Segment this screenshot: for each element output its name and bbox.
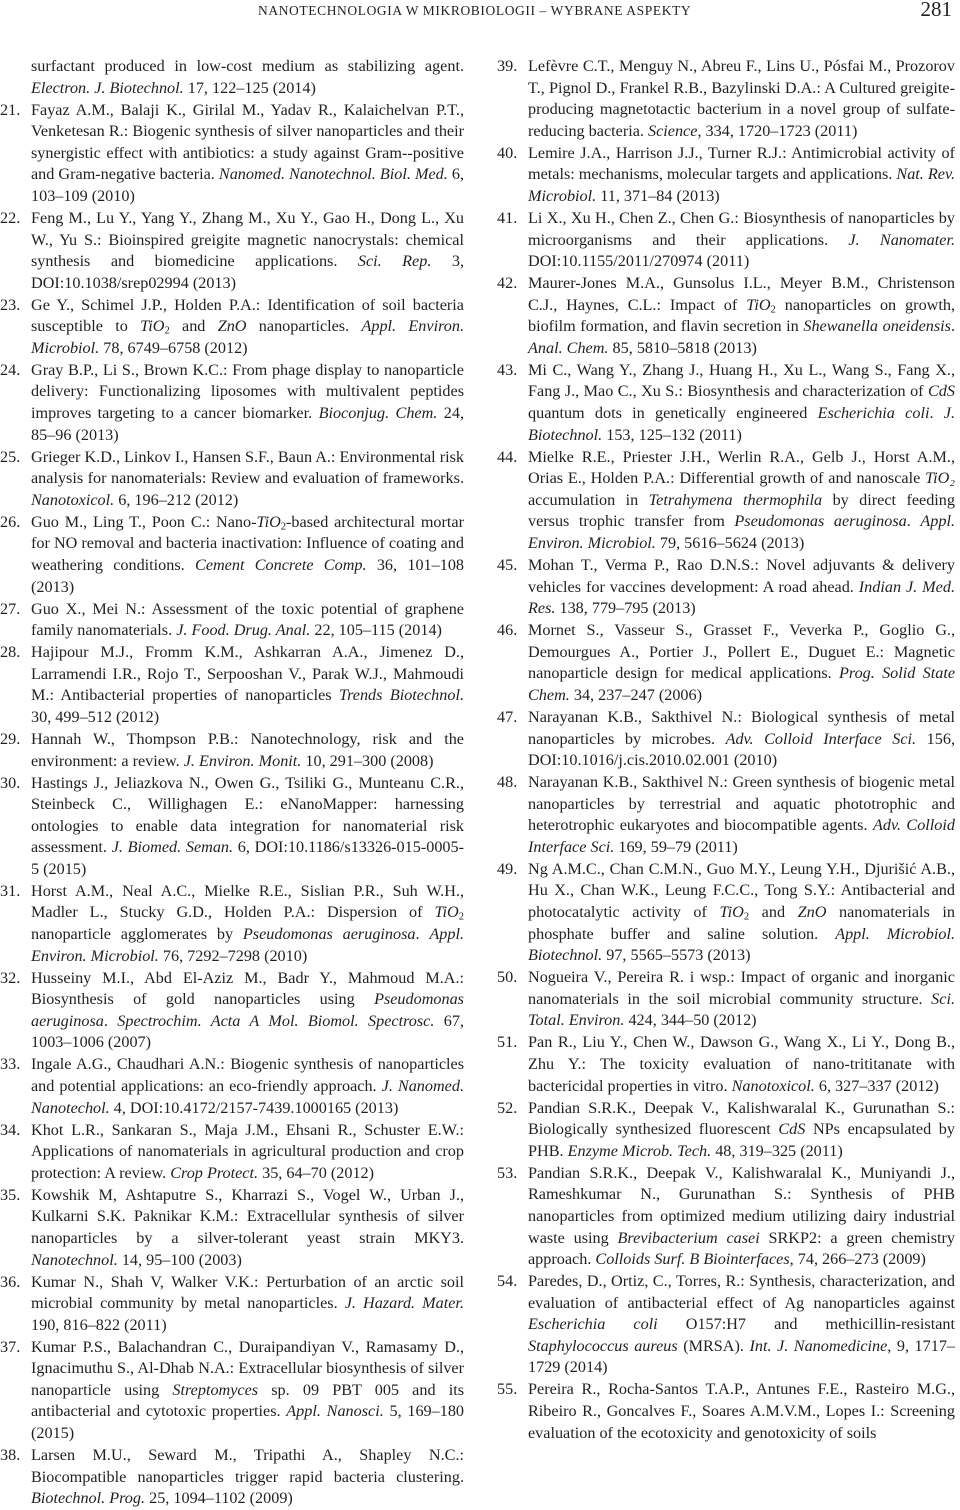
- text-segment: Larsen M.U., Seward M., Tripathi A., Shapley N.C.: Biocompatible nanoparticles trigger rapid bacteria clustering.: [31, 1446, 464, 1486]
- italic-text: Nanotoxicol.: [731, 1076, 815, 1095]
- text-segment: quantum dots in genetically engineered: [528, 404, 818, 423]
- text-segment: Hajipour M.J., Fromm K.M., Ashkarran A.A., Jimenez D., Larramendi I.R., Rojo T., Serpooshan V., Parak W.J., Mahmoudi M.: Antibacterial properties of nanoparticles: [31, 643, 464, 705]
- italic-text: Sci. Total. Environ.: [528, 989, 955, 1030]
- reference-text: [31, 512, 464, 598]
- reference-number: 23.: [0, 295, 21, 314]
- reference-item: [497, 1379, 955, 1444]
- reference-number: 48.: [497, 773, 518, 792]
- reference-text: [31, 100, 464, 208]
- reference-number: 47.: [497, 707, 518, 726]
- reference-text: [528, 1163, 955, 1271]
- italic-text: J. Hazard. Mater.: [344, 1294, 464, 1313]
- italic-text: Bioconjug. Chem.: [318, 404, 438, 423]
- text-segment: Feng M., Lu Y., Yang Y., Zhang M., Xu Y., Gao H., Dong L., Xu W., Yu S.: Bioinspired greigite magnetic nanocrystals: chemical synthesis and biomedicine applications.: [31, 208, 464, 271]
- text-segment: Mornet S., Vasseur S., Grasset F., Veverka P., Goglio G., Demourgues A., Portier J., Pollert E., Duguet E.: Magnetic nanoparticle design for medical applications.: [528, 621, 955, 683]
- reference-number: 31.: [0, 881, 21, 900]
- reference-text: [31, 295, 464, 360]
- text-segment: .: [415, 925, 430, 944]
- reference-item: [0, 208, 464, 294]
- reference-item: [497, 859, 955, 967]
- subscript: 2: [770, 304, 776, 316]
- subscript: 2: [164, 325, 170, 337]
- italic-text: J. Food. Drug. Anal.: [176, 621, 311, 640]
- text-segment: 6, DOI:10.1186/s13326-015-0005-5 (2015): [31, 838, 464, 878]
- text-segment: DOI:10.1155/2011/270974 (2011): [528, 252, 750, 271]
- text-segment: , 9, 1717–1729 (2014): [528, 1336, 956, 1377]
- text-segment: .: [950, 317, 955, 336]
- reference-text: [31, 1054, 464, 1119]
- reference-item: [497, 208, 955, 273]
- reference-text: [31, 968, 464, 1054]
- text-segment: 48, 319–325 (2011): [711, 1141, 843, 1160]
- reference-item: [0, 360, 464, 446]
- italic-text: Trends Biotechnol.: [338, 686, 465, 705]
- reference-item: [497, 555, 955, 620]
- reference-text: [528, 620, 955, 706]
- reference-number: 54.: [497, 1272, 518, 1291]
- text-segment: 97, 5565–5573 (2013): [602, 946, 751, 965]
- reference-text: [31, 1185, 464, 1271]
- italic-text: Nat. Rev. Microbiol.: [528, 165, 955, 205]
- text-segment: by direct feeding versus trophic transfer from: [528, 490, 955, 531]
- reference-number: 33.: [0, 1055, 21, 1074]
- text-segment: nanomaterials in phosphate buffer and saline solution.: [528, 903, 956, 943]
- page-number: 281: [920, 0, 952, 21]
- italic-text: Crop Protect.: [170, 1163, 259, 1182]
- italic-text: Pseudomonas aeruginosa: [242, 925, 416, 944]
- reference-item: [497, 360, 955, 446]
- references-left-column: [0, 56, 464, 1510]
- reference-text: [31, 881, 464, 967]
- italic-text: J. Nanomater.: [848, 230, 956, 249]
- italic-text: Escherichia coli: [528, 1315, 658, 1334]
- reference-number: 43.: [497, 360, 518, 379]
- text-segment: 17, 122–125 (2014): [183, 78, 316, 97]
- text-segment: 85, 5810–5818 (2013): [608, 338, 757, 357]
- text-segment: 25, 1094–1102 (2009): [145, 1489, 293, 1508]
- italic-text: Staphylococcus aureus: [528, 1336, 678, 1355]
- reference-item: [0, 1445, 464, 1510]
- reference-item: [0, 100, 464, 208]
- reference-text: [528, 967, 955, 1032]
- italic-text: Science: [648, 121, 698, 140]
- reference-item: [0, 295, 464, 360]
- subscript: 2: [743, 911, 750, 923]
- italic-text: Spectrochim. Acta A Mol. Biomol. Spectrosc.: [117, 1011, 435, 1030]
- reference-text: [31, 729, 464, 772]
- text-segment: Guo M., Ling T., Poon C.: Nano-: [31, 512, 257, 531]
- reference-number: 50.: [497, 968, 518, 987]
- reference-item: [497, 772, 955, 858]
- text-segment: Mohan T., Verma P., Rao D.N.S.: Novel adjuvants & delivery vehicles for vaccines development: A road ahead.: [528, 556, 955, 596]
- text-segment: 24, 85–96 (2013): [31, 404, 464, 444]
- reference-number: 35.: [0, 1185, 21, 1204]
- reference-number: 37.: [0, 1337, 21, 1356]
- italic-text: Tetrahymena thermophila: [648, 490, 823, 509]
- text-segment: 190, 816–822 (2011): [31, 1315, 167, 1334]
- page-header: [0, 0, 960, 42]
- text-segment: 76, 7292–7298 (2010): [158, 946, 308, 965]
- reference-item: [497, 56, 955, 142]
- reference-number: 25.: [0, 447, 21, 466]
- italic-text: Int. J. Nanomedicine: [749, 1336, 888, 1355]
- reference-number: 44.: [497, 447, 518, 466]
- italic-text: Appl. Environ. Microbiol.: [31, 925, 464, 965]
- italic-text: Shewanella oneidensis: [803, 317, 951, 336]
- text-segment: 67, 1003–1006 (2007): [31, 1011, 465, 1052]
- reference-text: [528, 707, 955, 772]
- text-segment: 4, DOI:10.4172/2157-7439.1000165 (2013): [109, 1098, 399, 1117]
- reference-number: 39.: [497, 57, 518, 75]
- references-right-column: [497, 56, 955, 1445]
- reference-item: [497, 967, 955, 1032]
- italic-text: TiO: [719, 903, 744, 922]
- text-segment: Ng A.M.C., Chan C.M.N., Guo M.Y., Leung Y.H., Djurišić A.B., Hu X., Chan W.K., Leung F.C.C., Tong S.Y.: Antibacterial and photocatalytic activity of: [528, 859, 955, 922]
- reference-text: [31, 1272, 464, 1337]
- reference-text: [31, 642, 464, 728]
- italic-text: Nanomed. Nanotechnol. Biol. Med.: [218, 165, 448, 184]
- text-segment: Pereira R., Rocha-Santos T.A.P., Antunes F.E., Rasteiro M.G., Ribeiro R., Goncalves F., Soares A.M.V.M., Lopes I.: Screening evaluation of the ecotoxicity and genotoxicity of soils: [528, 1380, 955, 1442]
- italic-text: CdS: [928, 382, 955, 401]
- italic-text: Anal. Chem.: [528, 338, 609, 357]
- italic-text: J. Biotechnol.: [528, 404, 955, 444]
- reference-text: [528, 447, 955, 555]
- text-segment: Hannah W., Thompson P.B.: Nanotechnology, risk and the environment: a review.: [31, 729, 464, 770]
- text-segment: SRKP2: a green chemistry approach.: [528, 1228, 955, 1269]
- reference-number: 36.: [0, 1272, 21, 1291]
- text-segment: Gray B.P., Li S., Brown K.C.: From phage display to nanoparticle delivery: Functionalizing liposomes with multivalent peptides improves targeting to a cancer biomarker.: [31, 360, 464, 423]
- text-segment: Pan R., Liu Y., Chen W., Dawson G., Wang X., Li Y., Dong B., Zhu Y.: The toxicity evaluation of nano-trititanate with bactericidal properties in vitro.: [528, 1033, 955, 1095]
- reference-item: [0, 512, 464, 598]
- italic-text: J. Environ. Monit.: [183, 751, 302, 770]
- reference-item: [0, 447, 464, 512]
- reference-item: [497, 1163, 955, 1271]
- reference-item: [0, 729, 464, 772]
- text-segment: (MRSA).: [677, 1336, 750, 1355]
- text-segment: surfactant produced in low-cost medium as stabilizing agent.: [31, 57, 464, 75]
- reference-item: [0, 1272, 464, 1337]
- italic-text: Prog. Solid State Chem.: [528, 664, 956, 704]
- reference-text: [528, 273, 955, 359]
- italic-text: Nanotoxicol.: [31, 490, 115, 509]
- text-segment: .: [103, 1011, 118, 1030]
- italic-text: Colloids Surf. B Biointerfaces: [595, 1250, 790, 1269]
- text-segment: Grieger K.D., Linkov I., Hansen S.F., Baun A.: Environmental risk analysis for nanomaterials: Review and evaluation of frameworks.: [31, 447, 465, 488]
- text-segment: Kumar P.S., Balachandran C., Duraipandiyan V., Ramasamy D., Ignacimuthu S., Al-Dhab N.A.: Extracellular biosynthesis of silver nanoparticle using: [31, 1337, 464, 1399]
- reference-text: [528, 772, 955, 858]
- reference-number: 27.: [0, 599, 21, 618]
- reference-text: [528, 859, 955, 967]
- reference-item: [0, 642, 464, 728]
- text-segment: .: [906, 512, 921, 531]
- text-segment: nanoparticles on growth, biofilm formation, and flavin secretion in: [528, 295, 955, 336]
- italic-text: J. Nanomed. Nanotechol.: [31, 1076, 464, 1117]
- italic-text: Nanotechnol.: [31, 1250, 118, 1269]
- italic-text: Escherichia coli: [817, 404, 930, 423]
- text-segment: .: [929, 404, 944, 423]
- text-segment: 79, 5616–5624 (2013): [655, 534, 805, 553]
- reference-text: [31, 599, 464, 642]
- text-segment: Narayanan K.B., Sakthivel N.: Biological synthesis of metal nanoparticles by microbes.: [528, 707, 955, 748]
- reference-item: [497, 707, 955, 772]
- reference-number: 45.: [497, 556, 518, 574]
- reference-text: [528, 1098, 955, 1163]
- text-segment: 6, 327–337 (2012): [814, 1076, 939, 1095]
- text-segment: 153, 125–132 (2011): [602, 425, 742, 444]
- text-segment: Narayanan K.B., Sakthivel N.: Green synthesis of biogenic metal nanoparticles by terrestrial and aquatic phototrophic and heterotrophic eukaryotes and biocompatible agents.: [528, 773, 955, 835]
- reference-text: [31, 447, 464, 512]
- text-segment: nanoparticle agglomerates by: [31, 925, 243, 944]
- text-segment: Fayaz A.M., Balaji K., Girilal M., Yadav R., Kalaichelvan P.T., Venketesan R.: Biogenic synthesis of silver nanoparticles and their synergistic effect with antibiotics: a study against Gram--positive and Gram-negative bacteria.: [31, 100, 464, 184]
- reference-number: 42.: [497, 274, 518, 293]
- italic-text: TiO: [256, 512, 281, 531]
- italic-text: ZnO: [217, 317, 247, 336]
- text-segment: Ingale A.G., Chaudhari A.N.: Biogenic synthesis of nanoparticles and potential applications: an eco-friendly approach.: [31, 1055, 464, 1095]
- text-segment: Li X., Xu H., Chen Z., Chen G.: Biosynthesis of nanoparticles by microorganisms and their applications.: [528, 208, 955, 249]
- italic-text: Appl. Nanosci.: [286, 1402, 384, 1421]
- reference-number: 46.: [497, 621, 518, 640]
- reference-item: [497, 1032, 955, 1097]
- italic-text: Enzyme Microb. Tech.: [567, 1141, 712, 1160]
- reference-number: 51.: [497, 1033, 518, 1052]
- text-segment: Ge Y., Schimel J.P., Holden P.A.: Identification of soil bacteria susceptible to: [31, 295, 464, 336]
- text-segment: Nogueira V., Pereira R. i wsp.: Impact of organic and inorganic nanomaterials in the soil microbial community structure.: [528, 968, 955, 1008]
- text-segment: 78, 6749–6758 (2012): [99, 338, 248, 357]
- reference-text: [31, 360, 464, 446]
- reference-number: 55.: [497, 1380, 518, 1399]
- reference-item: [497, 143, 955, 208]
- reference-item: [0, 599, 464, 642]
- text-segment: Kowshik M, Ashtaputre S., Kharrazi S., Vogel W., Urban J., Kulkarni S.K. Paknikar K.M.: Extracellular synthesis of silver nanoparticles by a silver-tolerant yeast strain MKY3.: [31, 1185, 464, 1247]
- text-segment: Hastings J., Jeliazkova N., Owen G., Tsiliki G., Munteanu C.R., Steinbeck C., Willighagen E.: eNanoMapper: harnessing ontologies to enable data integration for nanomaterial risk assessment.: [31, 773, 464, 857]
- reference-item: [497, 1271, 955, 1379]
- reference-item: [0, 968, 464, 1054]
- reference-item: [0, 1054, 464, 1119]
- italic-text: CdS: [778, 1120, 806, 1139]
- text-segment: nanoparticles.: [246, 317, 362, 336]
- italic-text: Pseudomonas aeruginosa: [31, 990, 464, 1030]
- reference-number: 34.: [0, 1120, 21, 1139]
- reference-text: [31, 773, 464, 881]
- text-segment: Pandian S.R.K., Deepak V., Kalishwaralal K., Gurunathan S.: Biologically synthesized fluorescent: [528, 1098, 955, 1139]
- text-segment: Lemire J.A., Harrison J.J., Turner R.J.: Antimicrobial activity of metals: mechanisms, molecular targets and applications.: [528, 143, 955, 184]
- text-segment: , 74, 266–273 (2009): [789, 1250, 926, 1269]
- text-segment: Kumar N., Shah V, Walker V.K.: Perturbation of an arctic soil microbial community by metal nanoparticles.: [31, 1272, 464, 1313]
- reference-text: [528, 143, 955, 208]
- text-segment: and: [749, 903, 798, 922]
- italic-text: Pseudomonas aeruginosa: [734, 512, 907, 531]
- text-segment: 22, 105–115 (2014): [310, 621, 442, 640]
- italic-text: J. Biomed. Seman.: [111, 838, 234, 857]
- reference-number: 40.: [497, 143, 518, 162]
- text-segment: -based architectural mortar for NO removal and bacteria inactivation: Influence of coating and weathering conditions.: [31, 512, 464, 574]
- italic-text: Biotechnol. Prog.: [31, 1489, 146, 1508]
- text-segment: and: [169, 317, 218, 336]
- text-segment: Paredes, D., Ortiz, C., Torres, R.: Synthesis, characterization, and evaluation of antibacterial effect of Ag nanoparticles against: [528, 1272, 955, 1312]
- subscript: 2: [280, 521, 287, 533]
- reference-text: [528, 360, 955, 446]
- italic-text: Brevibacterium casei: [617, 1228, 760, 1247]
- reference-item: [497, 1098, 955, 1163]
- italic-text: TiO: [140, 317, 165, 336]
- reference-text: [31, 1120, 464, 1185]
- reference-number: 28.: [0, 643, 21, 662]
- italic-text: Appl. Environ. Microbiol.: [31, 317, 464, 357]
- reference-item: [0, 773, 464, 881]
- reference-number: 24.: [0, 360, 21, 379]
- text-segment: 34, 237–247 (2006): [569, 685, 702, 704]
- text-segment: 424, 344–50 (2012): [624, 1011, 757, 1030]
- text-segment: sp. 09 PBT 005 and its antibacterial and cytotoxic properties.: [31, 1380, 464, 1421]
- reference-text: [528, 1032, 955, 1097]
- reference-item: [497, 620, 955, 706]
- text-segment: Mi C., Wang Y., Zhang J., Huang H., Xu L., Wang S., Fang X., Fang J., Mao C., Xu S.: Biosynthesis and characterization of: [528, 360, 955, 401]
- text-segment: 36, 101–108 (2013): [31, 556, 465, 596]
- italic-text: Indian J. Med. Res.: [528, 577, 955, 618]
- reference-number: 21.: [0, 100, 21, 119]
- text-segment: Horst A.M., Neal A.C., Mielke R.E., Sislian P.R., Suh W.H., Madler L., Stucky G.D., Holden P.A.: Dispersion of: [31, 881, 464, 922]
- text-segment: NPs encapsulated by PHB.: [528, 1120, 955, 1160]
- text-segment: 30, 499–512 (2012): [31, 707, 160, 726]
- text-segment: 11, 371–84 (2013): [596, 186, 720, 205]
- text-segment: , 334, 1720–1723 (2011): [697, 121, 858, 140]
- italic-text: Cement Concrete Comp.: [195, 556, 367, 574]
- text-segment: Husseiny M.I., Abd El-Aziz M., Badr Y., Mahmoud M.A.: Biosynthesis of gold nanoparticles using: [31, 968, 464, 1009]
- italic-text: TiO: [746, 295, 771, 314]
- reference-item: [497, 273, 955, 359]
- italic-text: Electron. J. Biotechnol.: [31, 78, 184, 97]
- text-segment: Guo X., Mei N.: Assessment of the toxic potential of graphene family nanomaterials.: [31, 599, 464, 640]
- text-segment: Lefèvre C.T., Menguy N., Abreu F., Lins U., Pósfai M., Prozorov T., Pignol D., Frankel R.B., Bazylinski D.A.: A Cultured greigite-producing magnetotactic bacterium in a novel group of sulfate-reducing bacteria.: [528, 57, 955, 140]
- text-segment: O157:H7 and methicillin-resistant: [657, 1315, 955, 1334]
- reference-text: [31, 1337, 464, 1445]
- reference-item: [497, 447, 955, 555]
- reference-text: [528, 1379, 955, 1444]
- reference-number: 30.: [0, 773, 21, 792]
- text-segment: 35, 64–70 (2012): [258, 1163, 375, 1182]
- reference-text: [528, 56, 955, 142]
- reference-number: 49.: [497, 859, 518, 878]
- reference-text: [528, 208, 955, 273]
- reference-item: [0, 1185, 464, 1271]
- text-segment: 138, 779–795 (2013): [555, 599, 696, 618]
- reference-text: [528, 555, 955, 620]
- italic-text: TiO: [434, 903, 459, 922]
- reference-number: 29.: [0, 729, 21, 748]
- text-segment: 3, DOI:10.1038/srep02994 (2013): [31, 252, 464, 292]
- reference-item: [0, 1337, 464, 1445]
- text-segment: 14, 95–100 (2003): [117, 1250, 242, 1269]
- text-segment: accumulation in: [528, 490, 649, 509]
- reference-number: 52.: [497, 1098, 518, 1117]
- italic-text: ZnO: [797, 903, 827, 922]
- italic-text: Sci. Rep.: [357, 252, 432, 271]
- text-segment: Maurer-Jones M.A., Gunsolus I.L., Meyer B.M., Christenson C.J., Haynes, C.L.: Impact of: [528, 274, 955, 314]
- reference-text: [31, 56, 464, 99]
- text-segment: 156, DOI:10.1016/j.cis.2010.02.001 (2010): [528, 729, 955, 770]
- subscript: 2: [458, 912, 464, 924]
- reference-number: 26.: [0, 512, 21, 531]
- text-segment: 6, 103–109 (2010): [31, 165, 464, 205]
- text-segment: 169, 59–79 (2011): [614, 837, 738, 856]
- running-head: NANOTECHNOLOGIA W MIKROBIOLOGII – WYBRANE ASPEKTY: [258, 3, 692, 18]
- text-segment: Khot L.R., Sankaran S., Maja J.M., Ehsani R., Schuster E.W.: Applications of nanomaterials in agricultural production and crop protection: A review.: [31, 1120, 464, 1182]
- italic-text: Appl. Microbiol. Biotechnol.: [528, 924, 956, 965]
- reference-text: [31, 208, 464, 294]
- reference-number: 41.: [497, 208, 518, 227]
- text-segment: 5, 169–180 (2015): [31, 1402, 465, 1443]
- reference-item: [0, 881, 464, 967]
- reference-continuation: [0, 56, 464, 99]
- text-segment: 10, 291–300 (2008): [301, 751, 434, 770]
- reference-number: 53.: [497, 1163, 518, 1182]
- text-segment: Mielke R.E., Priester J.H., Werlin R.A., Gelb J., Horst A.M., Orias E., Holden P.A.: Differential growth of and nanoscale: [528, 447, 955, 488]
- italic-text: Adv. Colloid Interface Sci.: [725, 729, 917, 748]
- reference-number: 38.: [0, 1446, 21, 1465]
- reference-text: [528, 1271, 955, 1379]
- italic-text: TiO₂: [925, 469, 955, 488]
- reference-text: [31, 1445, 464, 1510]
- italic-text: Streptomyces: [172, 1380, 259, 1399]
- text-segment: 6, 196–212 (2012): [114, 490, 239, 509]
- italic-text: Appl. Environ. Microbiol.: [528, 512, 955, 553]
- reference-number: 32.: [0, 968, 21, 987]
- reference-item: [0, 1120, 464, 1185]
- reference-number: 22.: [0, 208, 21, 227]
- text-segment: Pandian S.R.K., Deepak V., Kalishwaralal K., Muniyandi J., Rameshkumar N., Gurunathan S.: Synthesis of PHB nanoparticles from optimized medium utilizing dairy industrial waste using: [528, 1163, 955, 1247]
- italic-text: Adv. Colloid Interface Sci.: [528, 816, 955, 856]
